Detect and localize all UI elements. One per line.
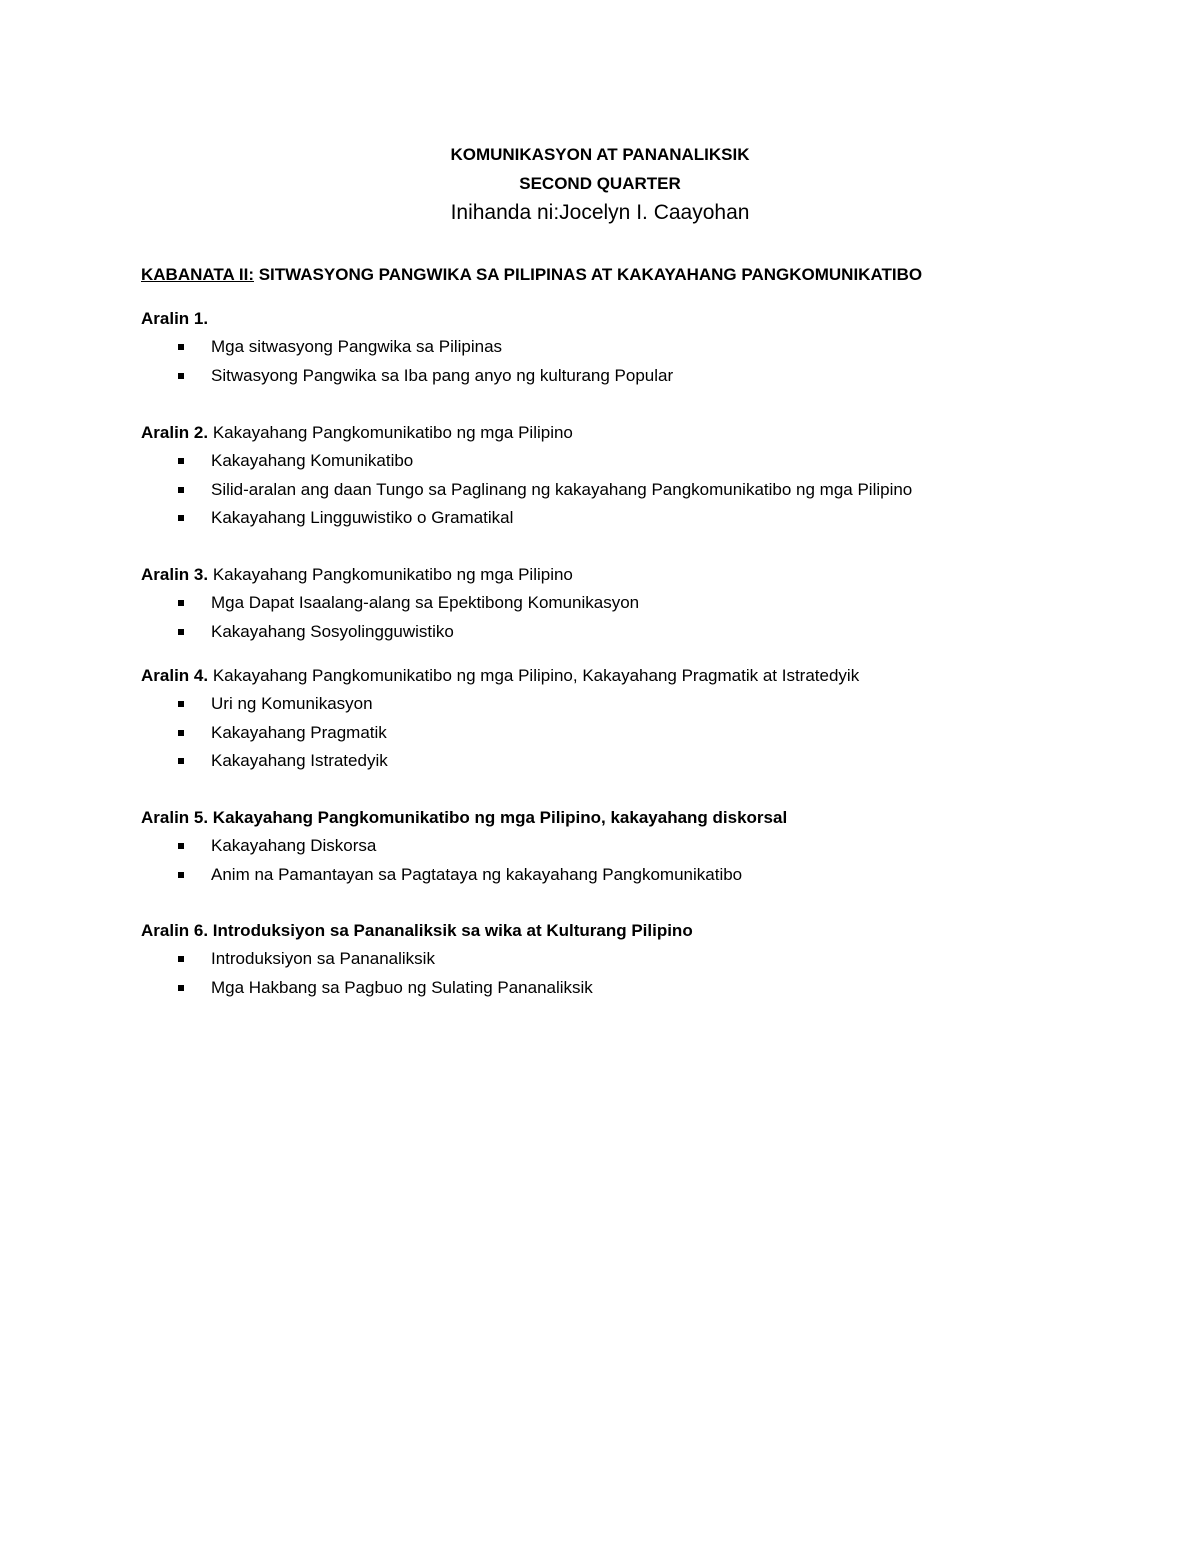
list-item-text: Mga sitwasyong Pangwika sa Pilipinas	[211, 337, 503, 356]
lesson-label: Aralin 4.	[141, 666, 209, 685]
lesson-topic-list	[141, 945, 1141, 1002]
list-item	[141, 747, 1141, 776]
lesson-label: Aralin 1.	[141, 309, 209, 328]
square-bullet-icon	[178, 758, 184, 764]
lesson-topic-list	[141, 333, 1141, 390]
square-bullet-icon	[178, 730, 184, 736]
chapter-label: KABANATA II:	[141, 265, 254, 284]
square-bullet-icon	[178, 701, 184, 707]
list-item	[141, 861, 1141, 890]
list-item	[141, 719, 1141, 748]
document-title-text: KOMUNIKASYON AT PANANALIKSIK	[450, 145, 750, 164]
document-quarter-text: SECOND QUARTER	[519, 174, 681, 193]
list-item-text: Kakayahang Lingguwistiko o Gramatikal	[211, 508, 514, 527]
list-item-text: Kakayahang Diskorsa	[211, 836, 377, 855]
list-item-text: Sitwasyong Pangwika sa Iba pang anyo ng kulturang Popular	[211, 365, 674, 385]
list-item	[141, 589, 1141, 618]
square-bullet-icon	[178, 843, 184, 849]
square-bullet-icon	[178, 985, 184, 991]
lesson-label: Aralin 5. Kakayahang Pangkomunikatibo ng mga Pilipino, kakayahang diskorsal	[141, 808, 788, 827]
lesson-6	[141, 917, 1141, 1002]
list-item-text: Kakayahang Komunikatibo	[211, 451, 414, 470]
lesson-label: Aralin 6. Introduksiyon sa Pananaliksik sa wika at Kulturang Pilipino	[141, 921, 693, 940]
lesson-heading	[141, 804, 1141, 832]
list-item	[141, 832, 1141, 861]
list-item	[141, 333, 1141, 362]
square-bullet-icon	[178, 629, 184, 635]
list-item	[141, 476, 1141, 505]
lesson-heading	[141, 561, 1141, 589]
list-item	[141, 618, 1141, 647]
chapter-heading	[141, 265, 922, 285]
list-item	[141, 447, 1141, 476]
document-author	[0, 201, 1200, 225]
lesson-1	[141, 305, 1141, 390]
list-item	[141, 504, 1141, 533]
lesson-heading	[141, 305, 1141, 333]
square-bullet-icon	[178, 373, 184, 379]
list-item	[141, 974, 1141, 1003]
lesson-title: Kakayahang Pangkomunikatibo ng mga Pilipino	[208, 423, 573, 442]
list-item	[141, 945, 1141, 974]
lesson-title: Kakayahang Pangkomunikatibo ng mga Pilipino	[208, 565, 573, 584]
lesson-4	[141, 662, 1141, 776]
list-item-text: Uri ng Komunikasyon	[211, 694, 373, 713]
lesson-topic-list	[141, 832, 1141, 889]
lesson-heading	[141, 662, 1141, 690]
lesson-title: Kakayahang Pangkomunikatibo ng mga Pilipino, Kakayahang Pragmatik at Istratedyik	[208, 666, 860, 685]
list-item-text: Silid-aralan ang daan Tungo sa Paglinang ng kakayahang Pangkomunikatibo ng mga Pilipino	[211, 479, 913, 499]
square-bullet-icon	[178, 344, 184, 350]
document-quarter	[0, 174, 1200, 194]
list-item	[141, 362, 1141, 391]
lesson-heading	[141, 419, 1141, 447]
chapter-title: SITWASYONG PANGWIKA SA PILIPINAS AT KAKAYAHANG PANGKOMUNIKATIBO	[254, 265, 923, 284]
list-item-text: Mga Hakbang sa Pagbuo ng Sulating Pananaliksik	[211, 977, 593, 997]
square-bullet-icon	[178, 872, 184, 878]
lesson-5	[141, 804, 1141, 889]
lesson-topic-list	[141, 589, 1141, 646]
square-bullet-icon	[178, 956, 184, 962]
document-author-text: Inihanda ni:Jocelyn I. Caayohan	[450, 201, 750, 224]
list-item-text: Introduksiyon sa Pananaliksik	[211, 949, 435, 968]
square-bullet-icon	[178, 515, 184, 521]
lesson-label: Aralin 2.	[141, 423, 209, 442]
list-item-text: Kakayahang Istratedyik	[211, 751, 388, 770]
document-title	[0, 145, 1200, 165]
lesson-heading	[141, 917, 1141, 945]
list-item	[141, 690, 1141, 719]
list-item-text: Anim na Pamantayan sa Pagtataya ng kakayahang Pangkomunikatibo	[211, 864, 743, 884]
lesson-2	[141, 419, 1141, 533]
square-bullet-icon	[178, 487, 184, 493]
square-bullet-icon	[178, 458, 184, 464]
square-bullet-icon	[178, 600, 184, 606]
lesson-topic-list	[141, 690, 1141, 776]
lesson-3	[141, 561, 1141, 646]
list-item-text: Mga Dapat Isaalang-alang sa Epektibong Komunikasyon	[211, 593, 640, 612]
lesson-topic-list	[141, 447, 1141, 533]
list-item-text: Kakayahang Sosyolingguwistiko	[211, 621, 454, 641]
lesson-label: Aralin 3.	[141, 565, 209, 584]
list-item-text: Kakayahang Pragmatik	[211, 722, 387, 742]
